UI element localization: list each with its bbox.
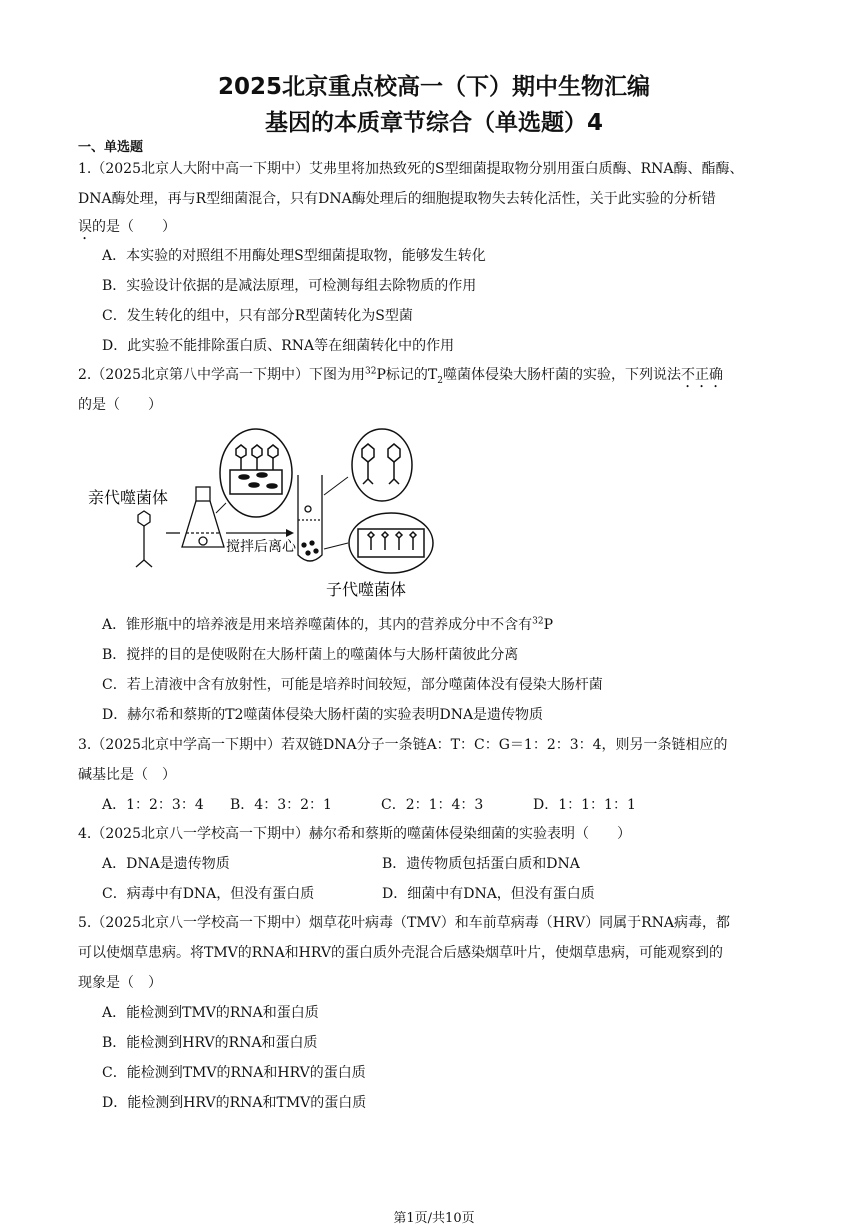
phage-experiment-diagram bbox=[86, 425, 446, 605]
q5-stem-line2: 可以使烟草患病。将TMV的RNA和HRV的蛋白质外壳混合后感染烟草叶片，使烟草患病，可能观察到的 bbox=[78, 945, 724, 961]
q4-stem-line1: 4.（2025北京八一学校高一下期中）赫尔希和蔡斯的噬菌体侵染细菌的实验表明（ ） bbox=[78, 826, 631, 842]
q3-option-c: C．2：1：4：3 bbox=[381, 797, 484, 813]
q2-option-a: A．锥形瓶中的培养液是用来培养噬菌体的，其内的营养成分中不含有$^{32}$P bbox=[102, 616, 553, 633]
q4-option-b: B．遗传物质包括蛋白质和DNA bbox=[382, 856, 580, 872]
q2-option-d: D．赫尔希和蔡斯的T2噬菌体侵染大肠杆菌的实验表明DNA是遗传物质 bbox=[102, 707, 544, 723]
connector-line bbox=[324, 477, 348, 495]
q5-stem-line3: 现象是（ ） bbox=[78, 975, 162, 991]
q1-stem-line2: DNA酶处理，再与R型细菌混合，只有DNA酶处理后的细胞提取物失去转化活性，关于此实验的分析错 bbox=[78, 191, 716, 207]
connector-line bbox=[216, 503, 226, 513]
q4-option-a: A．DNA是遗传物质 bbox=[102, 856, 230, 872]
q5-option-c: C．能检测到TMV的RNA和HRV的蛋白质 bbox=[102, 1065, 366, 1081]
q5-stem-line1: 5.（2025北京八一学校高一下期中）烟草花叶病毒（TMV）和车前草病毒（HRV）同属于RNA病毒，都 bbox=[78, 915, 731, 931]
emphasis-text: 误 bbox=[78, 219, 92, 235]
section-heading: 一、单选题 bbox=[78, 140, 144, 155]
q1-option-d: D．此实验不能排除蛋白质、RNA等在细菌转化中的作用 bbox=[102, 338, 455, 354]
q3-option-d: D．1：1：1：1 bbox=[533, 797, 636, 813]
q3-stem-line2: 碱基比是（ ） bbox=[78, 767, 176, 783]
q3-stem-line1: 3.（2025北京中学高一下期中）若双链DNA分子一条链A：T：C：G＝1：2：3：4，则另一条链相应的 bbox=[78, 737, 728, 753]
q1-stem-line3: 误的是（ ） bbox=[78, 219, 176, 235]
q5-option-d: D．能检测到HRV的RNA和TMV的蛋白质 bbox=[102, 1095, 367, 1111]
q4-option-c: C．病毒中有DNA，但没有蛋白质 bbox=[102, 886, 315, 902]
page-title: 2025北京重点校高一（下）期中生物汇编 bbox=[217, 74, 650, 100]
q5-option-a: A．能检测到TMV的RNA和蛋白质 bbox=[102, 1005, 319, 1021]
q1-stem-line1: 1.（2025北京人大附中高一下期中）艾弗里将加热致死的S型细菌提取物分别用蛋白质酶、RNA酶、酯酶、 bbox=[78, 161, 744, 177]
flask-icon bbox=[182, 487, 224, 547]
page-subtitle: 基因的本质章节综合（单选题）4 bbox=[264, 110, 603, 136]
infection-magnified-circle bbox=[220, 429, 292, 517]
supernatant-circle bbox=[352, 429, 412, 501]
test-tube-icon bbox=[298, 475, 322, 561]
arrowhead-icon bbox=[286, 529, 294, 537]
q2-stem-line1: 2.（2025北京第八中学高一下期中）下图为用$^{32}$P标记的$T_2$噬菌体侵染大肠杆菌的实验，下列说法不正确 bbox=[78, 366, 723, 386]
q2-stem-line2: 的是（ ） bbox=[78, 397, 162, 413]
precipitate-circle bbox=[349, 513, 433, 573]
q3-option-b: B．4：3：2：1 bbox=[230, 797, 332, 813]
stir-centrifuge-label: 搅拌后离心 bbox=[226, 539, 296, 555]
progeny-phage-label: 子代噬菌体 bbox=[326, 580, 407, 599]
q2-option-b: B．搅拌的目的是使吸附在大肠杆菌上的噬菌体与大肠杆菌彼此分离 bbox=[102, 647, 519, 663]
parent-phage-label: 亲代噬菌体 bbox=[88, 488, 169, 507]
q1-option-c: C．发生转化的组中，只有部分R型菌转化为S型菌 bbox=[102, 308, 413, 324]
page-footer: 第1页/共10页 bbox=[393, 1211, 475, 1226]
emphasis-text: 不正确 bbox=[680, 367, 723, 383]
q1-option-b: B．实验设计依据的是减法原理，可检测每组去除物质的作用 bbox=[102, 278, 477, 294]
parent-phage-icon bbox=[136, 511, 152, 567]
q3-option-a: A．1：2：3：4 bbox=[102, 797, 204, 813]
connector-line bbox=[324, 543, 348, 549]
q1-option-a: A．本实验的对照组不用酶处理S型细菌提取物，能够发生转化 bbox=[102, 248, 486, 264]
q2-option-c: C．若上清液中含有放射性，可能是培养时间较短，部分噬菌体没有侵染大肠杆菌 bbox=[102, 677, 603, 693]
q5-option-b: B．能检测到HRV的RNA和蛋白质 bbox=[102, 1035, 318, 1051]
q4-option-d: D．细菌中有DNA，但没有蛋白质 bbox=[382, 886, 595, 902]
